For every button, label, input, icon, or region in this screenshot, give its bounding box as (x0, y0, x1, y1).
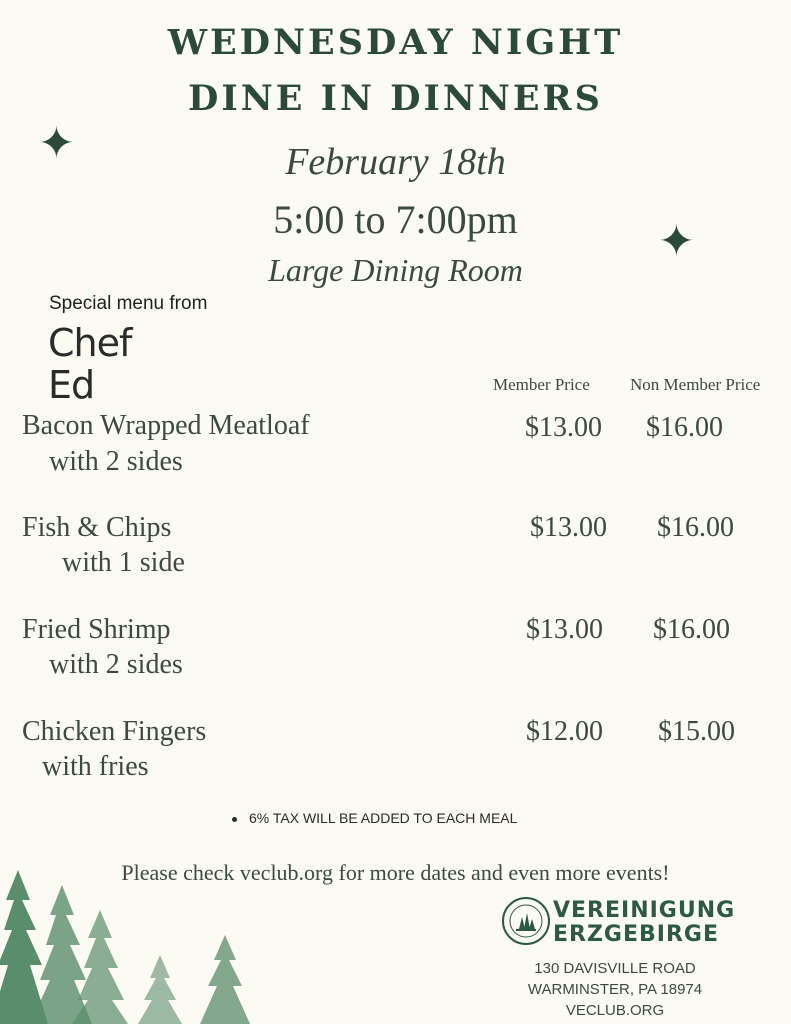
menu-item-name: Bacon Wrapped Meatloaf (22, 410, 310, 441)
pine-trees-decoration (0, 860, 300, 1024)
menu-item-side: with 1 side (62, 547, 185, 578)
non-member-price: $15.00 (658, 716, 735, 747)
org-name-line-2: ERZGEBIRGE (553, 922, 719, 947)
event-location: Large Dining Room (268, 252, 523, 288)
org-website: VECLUB.ORG (565, 1002, 665, 1019)
event-date: February 18th (285, 141, 506, 183)
member-price-header: Member Price (493, 375, 590, 394)
member-price: $13.00 (525, 412, 602, 443)
address-line-1: 130 DAVISVILLE ROAD (534, 960, 696, 977)
event-time: 5:00 to 7:00pm (273, 197, 518, 242)
special-menu-label: Special menu from (49, 293, 208, 314)
menu-item-name: Fried Shrimp (22, 614, 171, 645)
tax-note-text: 6% TAX WILL BE ADDED TO EACH MEAL (249, 810, 518, 826)
chef-line-1: Chef (48, 321, 132, 365)
footer-note: Please check veclub.org for more dates and even more events! (121, 860, 670, 885)
menu-item-name: Chicken Fingers (22, 716, 207, 747)
chef-line-2: Ed (48, 363, 95, 407)
org-name-line-1: VEREINIGUNG (553, 898, 736, 923)
menu-item-side: with 2 sides (49, 649, 183, 680)
member-price: $13.00 (526, 614, 603, 645)
menu-item-side: with fries (42, 751, 149, 782)
non-member-price: $16.00 (657, 512, 734, 543)
title-line-2: DINE IN DINNERS (188, 78, 603, 119)
menu-item-side: with 2 sides (49, 446, 183, 477)
member-price: $13.00 (530, 512, 607, 543)
bullet-icon (232, 817, 237, 822)
non-member-price: $16.00 (646, 412, 723, 443)
club-seal-icon (502, 897, 550, 945)
menu-item-name: Fish & Chips (22, 512, 172, 543)
non-member-price: $16.00 (653, 614, 730, 645)
member-price: $12.00 (526, 716, 603, 747)
address-line-2: WARMINSTER, PA 18974 (527, 981, 703, 998)
title-line-1: WEDNESDAY NIGHT (167, 22, 624, 63)
sparkle-icon: ✦ (658, 216, 695, 267)
sparkle-icon: ✦ (38, 118, 75, 169)
org-address (520, 958, 710, 1021)
non-member-price-header: Non Member Price (630, 375, 761, 394)
tax-note (232, 810, 517, 826)
